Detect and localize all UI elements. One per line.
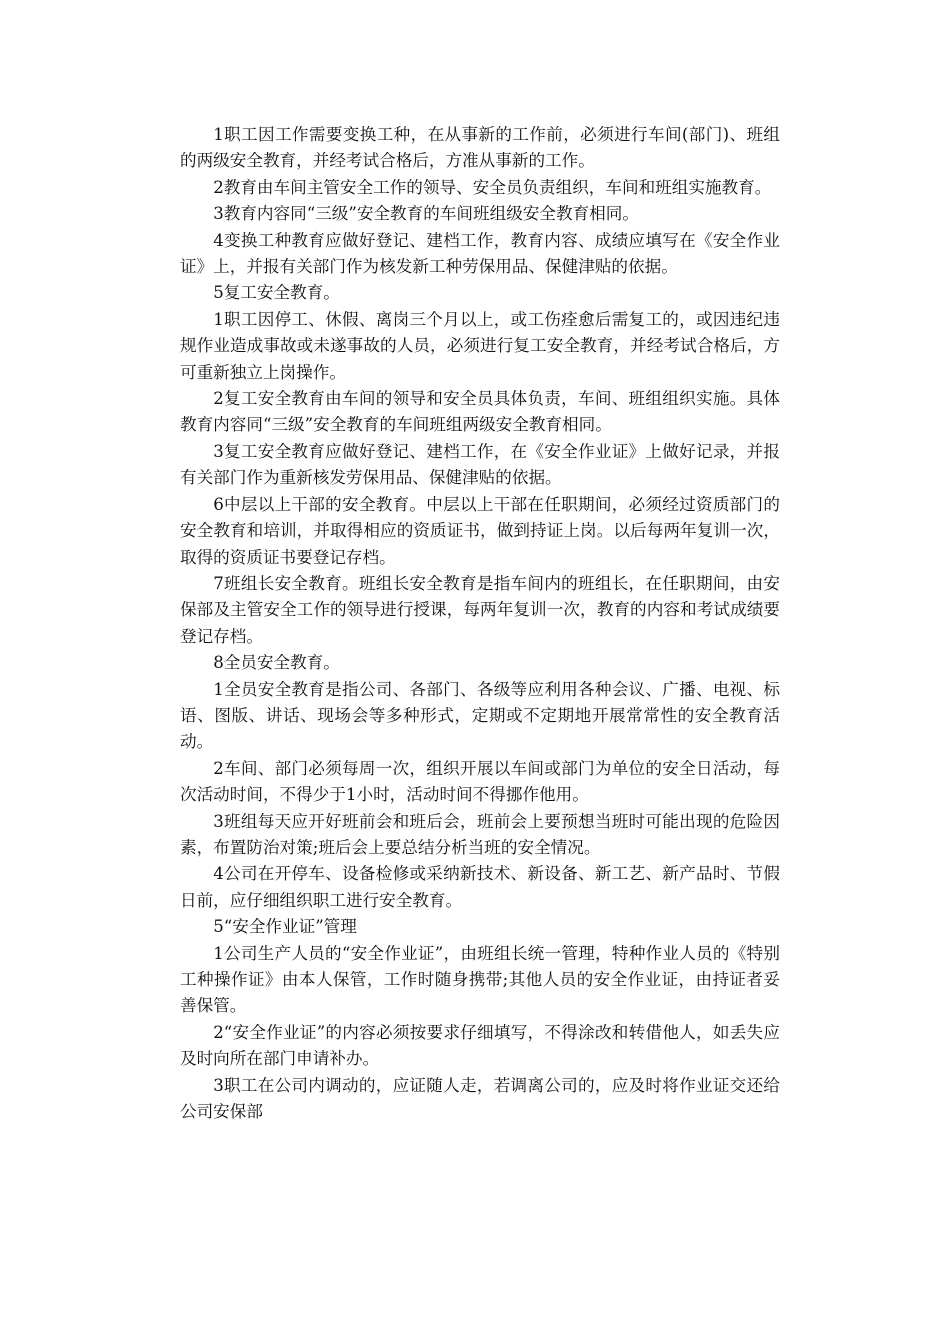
paragraph-17: 1公司生产人员的“安全作业证”，由班组长统一管理，特种作业人员的《特别工种操作证》由本人保管，工作时随身携带;其他人员的安全作业证，由持证者妥善保管。 [180,943,780,1016]
paragraph-2: 2教育由车间主管安全工作的领导、安全员负责组织，车间和班组实施教育。 [213,177,772,197]
document-body [180,122,780,1125]
paragraph-10: 7班组长安全教育。班组长安全教育是指车间内的班组长，在任职期间，由安保部及主管安全工作的领导进行授课，每两年复训一次，教育的内容和考试成绩要登记存档。 [180,573,780,646]
paragraph-7: 2复工安全教育由车间的领导和安全员具体负责，车间、班组组织实施。具体教育内容同“三级”安全教育的车间班组两级安全教育相同。 [180,389,780,435]
paragraph-4: 4变换工种教育应做好登记、建档工作，教育内容、成绩应填写在《安全作业证》上，并报有关部门作为核发新工种劳保用品、保健津贴的依据。 [180,230,780,277]
paragraph-18: 2“安全作业证”的内容必须按要求仔细填写，不得涂改和转借他人，如丢失应及时向所在部门申请补办。 [180,1022,780,1069]
paragraph-16: 5“安全作业证”管理 [213,917,357,937]
paragraph-12: 1全员安全教育是指公司、各部门、各级等应利用各种会议、广播、电视、标语、图版、讲话、现场会等多种形式，定期或不定期地开展常常性的安全教育活动。 [180,679,780,752]
paragraph-3: 3教育内容同“三级”安全教育的车间班组级安全教育相同。 [213,204,639,224]
paragraph-19: 3职工在公司内调动的，应证随人走，若调离公司的，应及时将作业证交还给公司安保部 [180,1075,780,1122]
paragraph-1: 1职工因工作需要变换工种，在从事新的工作前，必须进行车间(部门)、班组的两级安全教育，并经考试合格后，方准从事新的工作。 [180,125,780,171]
paragraph-8: 3复工安全教育应做好登记、建档工作，在《安全作业证》上做好记录，并报有关部门作为重新核发劳保用品、保健津贴的依据。 [180,441,780,488]
paragraph-9: 6中层以上干部的安全教育。中层以上干部在任职期间，必须经过资质部门的安全教育和培训，并取得相应的资质证书，做到持证上岗。以后每两年复训一次，取得的资质证书要登记存档。 [180,494,780,567]
paragraph-15: 4公司在开停车、设备检修或采纳新技术、新设备、新工艺、新产品时、节假日前，应仔细组织职工进行安全教育。 [180,864,780,910]
paragraph-14: 3班组每天应开好班前会和班后会，班前会上要预想当班时可能出现的危险因素，布置防治对策;班后会上要总结分析当班的安全情况。 [180,811,780,857]
paragraph-6: 1职工因停工、休假、离岗三个月以上，或工伤痊愈后需复工的，或因违纪违规作业造成事故或未遂事故的人员，必须进行复工安全教育，并经考试合格后，方可重新独立上岗操作。 [180,309,780,382]
paragraph-13: 2车间、部门必须每周一次，组织开展以车间或部门为单位的安全日活动，每次活动时间，不得少于1小时，活动时间不得挪作他用。 [180,758,780,805]
paragraph-11: 8全员安全教育。 [213,653,340,673]
paragraph-5: 5复工安全教育。 [213,283,340,303]
